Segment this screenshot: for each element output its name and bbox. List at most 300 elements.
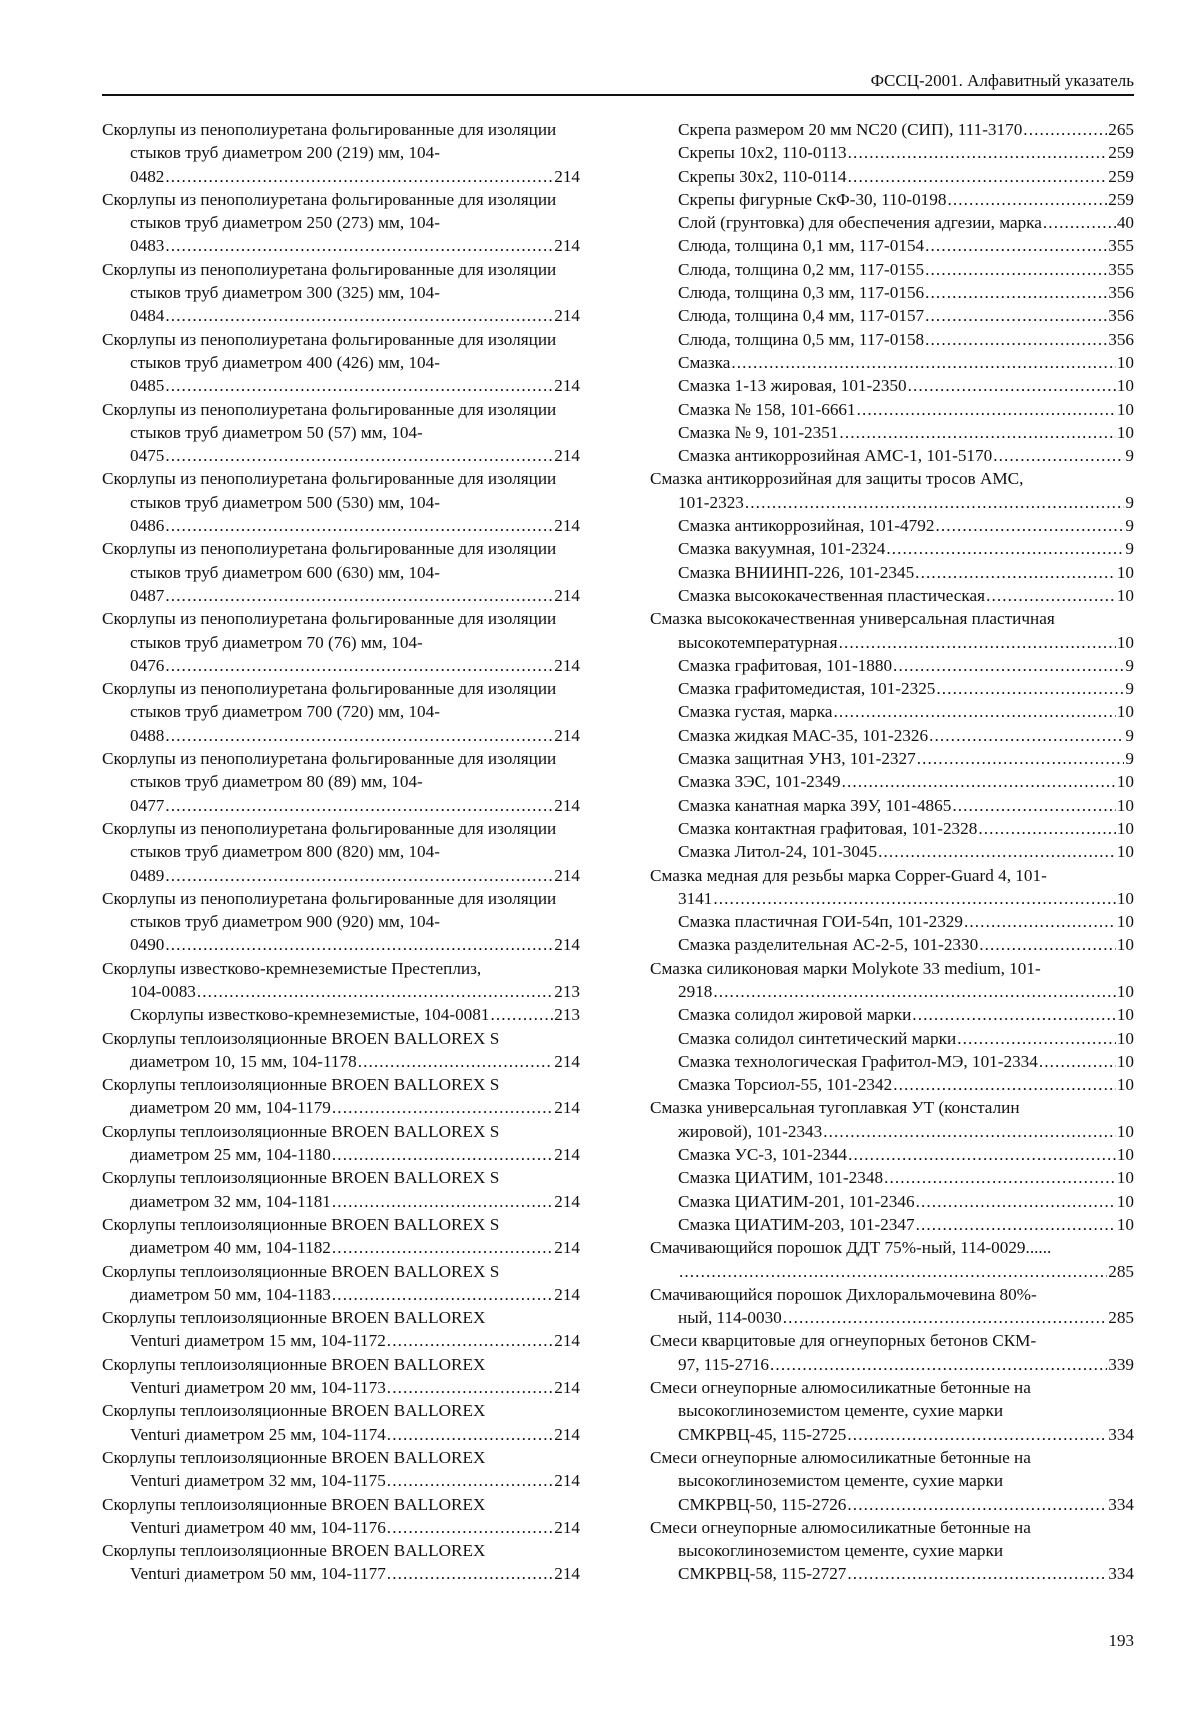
index-entry bbox=[650, 211, 1134, 234]
dot-leader bbox=[847, 1562, 1107, 1585]
entry-leader-line bbox=[130, 1236, 580, 1259]
page-reference: 10 bbox=[1116, 1145, 1134, 1165]
entry-text: Скорлупы из пенополиуретана фольгированные для изоляции стыков труб диаметром 50 (57) мм, 104- bbox=[102, 399, 557, 442]
entry-text-end: Venturi диаметром 50 мм, 104-1177 bbox=[130, 1564, 386, 1584]
dot-leader bbox=[893, 1073, 1116, 1096]
entry-leader-line bbox=[678, 980, 1134, 1003]
entry-text: Скорлупы теплоизоляционные BROEN BALLOREX S bbox=[102, 1121, 500, 1141]
page-reference: 214 bbox=[554, 446, 580, 466]
page-reference: 214 bbox=[554, 1284, 580, 1304]
entry-leader-line bbox=[678, 118, 1134, 141]
index-entry bbox=[102, 1353, 580, 1400]
index-entry bbox=[650, 1329, 1134, 1376]
entry-leader-line bbox=[678, 1423, 1134, 1446]
index-entry bbox=[650, 1050, 1134, 1073]
index-entry bbox=[102, 817, 580, 887]
entry-text: Смеси огнеупорные алюмосиликатные бетонные на высокоглиноземистом цементе, сухие марки bbox=[650, 1447, 1031, 1491]
entry-text: Смеси огнеупорные алюмосиликатные бетонные на высокоглиноземистом цементе, сухие марки bbox=[650, 1378, 1031, 1421]
page-reference: 10 bbox=[1116, 935, 1134, 955]
dot-leader bbox=[1043, 211, 1116, 234]
dot-leader bbox=[387, 1423, 553, 1446]
dot-leader bbox=[925, 258, 1107, 281]
entry-leader-line bbox=[130, 1050, 580, 1073]
index-entry bbox=[102, 328, 580, 398]
entry-text: Смачивающийся порошок Дихлоральмочевина 80%- bbox=[650, 1284, 1037, 1304]
entry-text: Скорлупы теплоизоляционные BROEN BALLOREX bbox=[102, 1308, 486, 1328]
entry-text: Скорлупы из пенополиуретана фольгированные для изоляции стыков труб диаметром 250 (273) мм, 104- bbox=[102, 189, 557, 233]
entry-text-end: диаметром 10, 15 мм, 104-1178 bbox=[130, 1051, 357, 1071]
entry-text: Скорлупы теплоизоляционные BROEN BALLOREX bbox=[102, 1541, 486, 1561]
entry-leader-line bbox=[130, 1283, 580, 1306]
entry-text-end: Смазка 1-13 жировая, 101-2350 bbox=[678, 376, 907, 396]
entry-leader-line bbox=[678, 398, 1134, 421]
page-reference: 10 bbox=[1116, 1051, 1134, 1071]
index-entry bbox=[650, 864, 1134, 911]
entry-leader-line bbox=[678, 421, 1134, 444]
dot-leader bbox=[332, 1096, 553, 1119]
entry-text-end: Смазка солидол синтетический марки bbox=[678, 1028, 957, 1048]
index-entry bbox=[650, 188, 1134, 211]
page-reference: 10 bbox=[1116, 1168, 1134, 1188]
entry-text-end: Смазка контактная графитовая, 101-2328 bbox=[678, 818, 978, 838]
index-entry bbox=[650, 1446, 1134, 1516]
page-reference: 214 bbox=[554, 1238, 580, 1258]
entry-leader-line bbox=[678, 677, 1134, 700]
index-entry bbox=[102, 887, 580, 957]
index-entry bbox=[650, 444, 1134, 467]
index-entry bbox=[102, 1003, 580, 1026]
dot-leader bbox=[165, 794, 553, 817]
entry-leader-line bbox=[678, 1493, 1134, 1516]
index-entry bbox=[650, 374, 1134, 397]
entry-text-end: Смазка густая, марка bbox=[678, 702, 833, 722]
page-reference: 10 bbox=[1116, 772, 1134, 792]
page-reference: 10 bbox=[1116, 702, 1134, 722]
entry-text-end: жировой), 101-2343 bbox=[678, 1121, 823, 1141]
page-reference: 339 bbox=[1108, 1354, 1134, 1374]
index-entry bbox=[102, 1539, 580, 1586]
dot-leader bbox=[916, 1213, 1116, 1236]
entry-leader-line bbox=[130, 980, 580, 1003]
dot-leader bbox=[848, 141, 1108, 164]
entry-leader-line bbox=[130, 1329, 580, 1352]
dot-leader bbox=[165, 374, 553, 397]
entry-leader-line bbox=[678, 165, 1134, 188]
index-entry bbox=[650, 258, 1134, 281]
entry-leader-line bbox=[678, 770, 1134, 793]
entry-leader-line bbox=[130, 654, 580, 677]
index-entry bbox=[650, 1003, 1134, 1026]
page-reference: 259 bbox=[1108, 189, 1134, 209]
page-reference: 334 bbox=[1108, 1564, 1134, 1584]
entry-leader-line bbox=[678, 1353, 1134, 1376]
page-reference: 214 bbox=[554, 585, 580, 605]
entry-text-end: 97, 115-2716 bbox=[678, 1354, 770, 1374]
dot-leader bbox=[979, 933, 1116, 956]
entry-leader-line bbox=[130, 724, 580, 747]
dot-leader bbox=[964, 910, 1116, 933]
entry-text-end: 0482 bbox=[130, 166, 165, 186]
entry-text-end: Смазка защитная УНЗ, 101-2327 bbox=[678, 749, 916, 769]
page-reference: 40 bbox=[1116, 213, 1134, 233]
entry-leader-line bbox=[678, 374, 1134, 397]
page-reference: 10 bbox=[1116, 399, 1134, 419]
entry-leader-line bbox=[130, 514, 580, 537]
entry-leader-line bbox=[130, 304, 580, 327]
page-reference: 213 bbox=[554, 1005, 580, 1025]
dot-leader bbox=[908, 374, 1116, 397]
entry-text-end: Смазка ЦИАТИМ-201, 101-2346 bbox=[678, 1191, 915, 1211]
entry-text-end: диаметром 20 мм, 104-1179 bbox=[130, 1098, 331, 1118]
dot-leader bbox=[165, 165, 553, 188]
entry-text: Смазка силиконовая марки Molykote 33 medium, 101- bbox=[650, 958, 1041, 978]
entry-text-end: 0484 bbox=[130, 306, 165, 326]
index-entry bbox=[102, 1073, 580, 1120]
entry-text: Смазка медная для резьбы марка Copper-Guard 4, 101- bbox=[650, 865, 1047, 885]
page-reference: 10 bbox=[1116, 1005, 1134, 1025]
dot-leader bbox=[839, 421, 1115, 444]
dot-leader bbox=[978, 817, 1115, 840]
entry-text-end: Смазка УС-3, 101-2344 bbox=[678, 1145, 848, 1165]
page-reference: 10 bbox=[1116, 818, 1134, 838]
page-reference: 214 bbox=[554, 725, 580, 745]
page-reference: 334 bbox=[1108, 1494, 1134, 1514]
entry-text-end: 3141 bbox=[678, 888, 713, 908]
dot-leader bbox=[935, 514, 1124, 537]
index-entry bbox=[650, 933, 1134, 956]
page-reference: 10 bbox=[1116, 562, 1134, 582]
entry-text-end: Смазка разделительная АС-2-5, 101-2330 bbox=[678, 935, 979, 955]
dot-leader bbox=[957, 1027, 1116, 1050]
index-entry bbox=[650, 840, 1134, 863]
entry-text-end: Смазка высококачественная пластическая bbox=[678, 585, 986, 605]
page-reference: 214 bbox=[554, 655, 580, 675]
index-entry bbox=[650, 1213, 1134, 1236]
entry-leader-line bbox=[678, 840, 1134, 863]
entry-leader-line bbox=[678, 1213, 1134, 1236]
index-entry bbox=[650, 234, 1134, 257]
entry-leader-line bbox=[678, 1166, 1134, 1189]
entry-text: Скорлупы из пенополиуретана фольгированные для изоляции стыков труб диаметром 80 (89) мм, 104- bbox=[102, 749, 557, 792]
entry-leader-line bbox=[130, 1516, 580, 1539]
index-entry bbox=[650, 165, 1134, 188]
dot-leader bbox=[165, 444, 553, 467]
dot-leader bbox=[893, 654, 1124, 677]
index-entry bbox=[102, 398, 580, 468]
entry-text: Скорлупы теплоизоляционные BROEN BALLOREX bbox=[102, 1494, 486, 1514]
entry-text-end: Слюда, толщина 0,2 мм, 117-0155 bbox=[678, 259, 925, 279]
entry-text-end: Смазка № 158, 101-6661 bbox=[678, 399, 856, 419]
page-reference: 356 bbox=[1108, 306, 1134, 326]
dot-leader bbox=[925, 328, 1107, 351]
index-entry bbox=[650, 1516, 1134, 1586]
entry-text-end: 0485 bbox=[130, 376, 165, 396]
index-entry bbox=[650, 1143, 1134, 1166]
page-reference: 9 bbox=[1125, 492, 1134, 512]
index-entry bbox=[650, 817, 1134, 840]
entry-text: Скорлупы из пенополиуретана фольгированные для изоляции стыков труб диаметром 500 (530) мм, 104- bbox=[102, 469, 557, 512]
page-reference: 265 bbox=[1108, 120, 1134, 139]
dot-leader bbox=[679, 1260, 1107, 1283]
page-reference: 214 bbox=[554, 166, 580, 186]
entry-text-end: Слюда, толщина 0,3 мм, 117-0156 bbox=[678, 283, 925, 303]
dot-leader bbox=[358, 1050, 554, 1073]
entry-leader-line bbox=[130, 584, 580, 607]
dot-leader bbox=[713, 980, 1115, 1003]
index-entry bbox=[102, 607, 580, 677]
entry-text-end: диаметром 32 мм, 104-1181 bbox=[130, 1191, 331, 1211]
page-reference: 214 bbox=[554, 1098, 580, 1118]
entry-text-end: Смазка жидкая МАС-35, 101-2326 bbox=[678, 725, 929, 745]
entry-leader-line bbox=[678, 514, 1134, 537]
page-reference: 356 bbox=[1108, 283, 1134, 303]
dot-leader bbox=[1039, 1050, 1116, 1073]
page-reference: 214 bbox=[554, 795, 580, 815]
dot-leader bbox=[165, 724, 553, 747]
dot-leader bbox=[986, 584, 1116, 607]
page-reference: 214 bbox=[554, 1564, 580, 1584]
page-reference: 10 bbox=[1116, 1028, 1134, 1048]
index-entry bbox=[650, 1283, 1134, 1330]
page-reference: 214 bbox=[554, 516, 580, 536]
page-reference: 10 bbox=[1116, 888, 1134, 908]
dot-leader bbox=[993, 444, 1124, 467]
entry-leader-line bbox=[678, 1562, 1134, 1585]
entry-leader-line bbox=[678, 211, 1134, 234]
entry-text: Скорлупы из пенополиуретана фольгированные для изоляции стыков труб диаметром 700 (720) мм, 104- bbox=[102, 679, 557, 722]
entry-text: Смачивающийся порошок ДДТ 75%-ный, 114-0029...... bbox=[650, 1238, 1052, 1258]
entry-text: Смеси кварцитовые для огнеупорных бетонов СКМ- bbox=[650, 1331, 1037, 1351]
entry-leader-line bbox=[678, 141, 1134, 164]
entry-text-end: 0477 bbox=[130, 795, 165, 815]
entry-text: Смазка универсальная тугоплавкая УТ (консталин bbox=[650, 1098, 1020, 1118]
page-reference: 10 bbox=[1116, 632, 1134, 652]
page-reference: 259 bbox=[1108, 166, 1134, 186]
page-reference: 214 bbox=[554, 1424, 580, 1444]
index-entry bbox=[650, 1027, 1134, 1050]
index-entry bbox=[102, 677, 580, 747]
entry-text-end: Смазка Торсиол-55, 101-2342 bbox=[678, 1075, 893, 1095]
index-entry bbox=[102, 188, 580, 258]
entry-text-end: Venturi диаметром 20 мм, 104-1173 bbox=[130, 1378, 386, 1398]
index-entry bbox=[650, 910, 1134, 933]
index-entry bbox=[650, 724, 1134, 747]
dot-leader bbox=[952, 794, 1115, 817]
page-reference: 10 bbox=[1116, 912, 1134, 932]
dot-leader bbox=[886, 537, 1124, 560]
entry-text-end: Смазка ВНИИНП-226, 101-2345 bbox=[678, 562, 915, 582]
index-entry bbox=[650, 561, 1134, 584]
entry-text-end: 0486 bbox=[130, 516, 165, 536]
entry-leader-line bbox=[678, 724, 1134, 747]
index-entry bbox=[102, 1120, 580, 1167]
index-entry bbox=[650, 957, 1134, 1004]
entry-leader-line bbox=[130, 864, 580, 887]
entry-leader-line bbox=[678, 351, 1134, 374]
entry-leader-line bbox=[678, 258, 1134, 281]
index-entry bbox=[102, 1399, 580, 1446]
entry-text-end: Смазка антикоррозийная АМС-1, 101-5170 bbox=[678, 446, 993, 466]
entry-leader-line bbox=[678, 188, 1134, 211]
entry-leader-line bbox=[130, 374, 580, 397]
entry-leader-line bbox=[678, 281, 1134, 304]
entry-text-end: 0475 bbox=[130, 446, 165, 466]
page-reference: 213 bbox=[554, 981, 580, 1001]
entry-text-end: Venturi диаметром 15 мм, 104-1172 bbox=[130, 1331, 386, 1351]
index-entry bbox=[650, 747, 1134, 770]
dot-leader bbox=[165, 514, 553, 537]
index-entry bbox=[650, 281, 1134, 304]
page-reference: 214 bbox=[554, 1051, 580, 1071]
entry-text-end: диаметром 50 мм, 104-1183 bbox=[130, 1284, 331, 1304]
dot-leader bbox=[912, 1003, 1116, 1026]
entry-leader-line bbox=[678, 304, 1134, 327]
entry-leader-line bbox=[678, 1190, 1134, 1213]
entry-text: Смазка высококачественная универсальная пластичная bbox=[650, 609, 1055, 629]
entry-text: Скорлупы теплоизоляционные BROEN BALLOREX S bbox=[102, 1261, 500, 1281]
page-reference: 10 bbox=[1116, 1121, 1134, 1141]
index-entry bbox=[102, 747, 580, 817]
entry-text: Скорлупы теплоизоляционные BROEN BALLOREX S bbox=[102, 1214, 500, 1234]
dot-leader bbox=[929, 724, 1124, 747]
entry-text-end: СМКРВЦ-45, 115-2725 bbox=[678, 1424, 847, 1444]
dot-leader bbox=[165, 304, 553, 327]
index-entry bbox=[650, 1376, 1134, 1446]
entry-text-end: 2918 bbox=[678, 981, 713, 1001]
page-reference: 9 bbox=[1125, 516, 1134, 536]
entry-text-end: Venturi диаметром 25 мм, 104-1174 bbox=[130, 1424, 386, 1444]
index-entry bbox=[102, 537, 580, 607]
entry-text-end: Смазка Литол-24, 101-3045 bbox=[678, 842, 878, 862]
index-entry bbox=[650, 677, 1134, 700]
index-entry bbox=[650, 770, 1134, 793]
index-entry bbox=[650, 118, 1134, 141]
entry-leader-line bbox=[678, 817, 1134, 840]
entry-text: Скорлупы из пенополиуретана фольгированные для изоляции стыков труб диаметром 300 (325) мм, 104- bbox=[102, 259, 557, 303]
index-entry bbox=[650, 421, 1134, 444]
entry-leader-line bbox=[678, 700, 1134, 723]
index-entry bbox=[650, 1166, 1134, 1189]
index-entry bbox=[650, 304, 1134, 327]
dot-leader bbox=[165, 584, 553, 607]
entry-leader-line bbox=[678, 631, 1134, 654]
entry-text-end: 0487 bbox=[130, 585, 165, 605]
entry-leader-line bbox=[678, 1143, 1134, 1166]
entry-leader-line bbox=[130, 1190, 580, 1213]
page-reference: 285 bbox=[1108, 1261, 1134, 1281]
dot-leader bbox=[916, 1190, 1116, 1213]
dot-leader bbox=[490, 1003, 553, 1026]
entry-text-end: высокотемпературная bbox=[678, 632, 838, 652]
index-entry bbox=[102, 1260, 580, 1307]
page-reference: 10 bbox=[1116, 422, 1134, 442]
dot-leader bbox=[857, 398, 1116, 421]
page-reference: 9 bbox=[1125, 679, 1134, 699]
entry-leader-line bbox=[678, 654, 1134, 677]
entry-text-end: Скорлупы известково-кремнеземистые, 104-0081 bbox=[130, 1005, 490, 1025]
entry-text: Скорлупы из пенополиуретана фольгированные для изоляции стыков труб диаметром 900 (920) мм, 104- bbox=[102, 888, 557, 932]
entry-text: Скорлупы теплоизоляционные BROEN BALLOREX bbox=[102, 1447, 486, 1467]
page-reference: 334 bbox=[1108, 1424, 1134, 1444]
entry-text-end: ный, 114-0030 bbox=[678, 1308, 782, 1328]
index-entry bbox=[650, 141, 1134, 164]
index-entry bbox=[650, 351, 1134, 374]
dot-leader bbox=[332, 1236, 553, 1259]
entry-text-end: Смазка пластичная ГОИ-54п, 101-2329 bbox=[678, 912, 963, 932]
entry-text-end: Смазка графитомедистая, 101-2325 bbox=[678, 679, 936, 699]
index-entry bbox=[650, 700, 1134, 723]
dot-leader bbox=[165, 933, 553, 956]
entry-leader-line bbox=[678, 537, 1134, 560]
entry-leader-line bbox=[678, 444, 1134, 467]
entry-text-end: Смазка солидол жировой марки bbox=[678, 1005, 912, 1025]
index-entry bbox=[650, 1190, 1134, 1213]
dot-leader bbox=[745, 491, 1125, 514]
entry-text-end: 104-0083 bbox=[130, 981, 196, 1001]
entry-leader-line bbox=[678, 933, 1134, 956]
page-reference: 10 bbox=[1116, 376, 1134, 396]
dot-leader bbox=[387, 1516, 553, 1539]
entry-leader-line bbox=[678, 1073, 1134, 1096]
entry-text-end: СМКРВЦ-50, 115-2726 bbox=[678, 1494, 847, 1514]
entry-leader-line bbox=[130, 1469, 580, 1492]
page-reference: 9 bbox=[1125, 539, 1134, 559]
page-reference: 9 bbox=[1125, 446, 1134, 466]
page-reference: 10 bbox=[1116, 1214, 1134, 1234]
entry-text-end: Скрепы 30х2, 110-0114 bbox=[678, 166, 847, 186]
page-reference: 356 bbox=[1108, 329, 1134, 349]
entry-leader-line bbox=[130, 1143, 580, 1166]
dot-leader bbox=[387, 1329, 553, 1352]
entry-text-end: Venturi диаметром 40 мм, 104-1176 bbox=[130, 1517, 386, 1537]
dot-leader bbox=[332, 1143, 553, 1166]
dot-leader bbox=[925, 304, 1107, 327]
entry-text-end: Скрепы 10х2, 110-0113 bbox=[678, 143, 847, 163]
index-entry bbox=[102, 1306, 580, 1353]
entry-text-end: Смазка № 9, 101-2351 bbox=[678, 422, 839, 442]
index-entry bbox=[102, 1493, 580, 1540]
dot-leader bbox=[847, 1493, 1107, 1516]
dot-leader bbox=[833, 700, 1115, 723]
index-entry bbox=[650, 654, 1134, 677]
entry-text: Скорлупы теплоизоляционные BROEN BALLOREX S bbox=[102, 1075, 500, 1095]
dot-leader bbox=[936, 677, 1124, 700]
page-reference: 9 bbox=[1125, 749, 1134, 769]
entry-leader-line bbox=[678, 747, 1134, 770]
dot-leader bbox=[823, 1120, 1116, 1143]
page-reference: 259 bbox=[1108, 143, 1134, 163]
entry-leader-line bbox=[678, 328, 1134, 351]
dot-leader bbox=[165, 654, 553, 677]
page-reference: 214 bbox=[554, 935, 580, 955]
index-entry bbox=[102, 1213, 580, 1260]
dot-leader bbox=[1023, 118, 1107, 141]
index-entry bbox=[102, 1446, 580, 1493]
entry-text-end: 0476 bbox=[130, 655, 165, 675]
entry-leader-line bbox=[130, 234, 580, 257]
page-reference: 10 bbox=[1116, 981, 1134, 1001]
page-reference: 9 bbox=[1125, 725, 1134, 745]
dot-leader bbox=[917, 747, 1125, 770]
index-entry bbox=[102, 258, 580, 328]
page-reference: 214 bbox=[554, 1471, 580, 1491]
entry-leader-line bbox=[130, 933, 580, 956]
dot-leader bbox=[713, 887, 1115, 910]
entry-text-end: Слюда, толщина 0,4 мм, 117-0157 bbox=[678, 306, 925, 326]
entry-leader-line bbox=[678, 1120, 1134, 1143]
page-reference: 10 bbox=[1116, 842, 1134, 862]
page-reference: 285 bbox=[1108, 1308, 1134, 1328]
